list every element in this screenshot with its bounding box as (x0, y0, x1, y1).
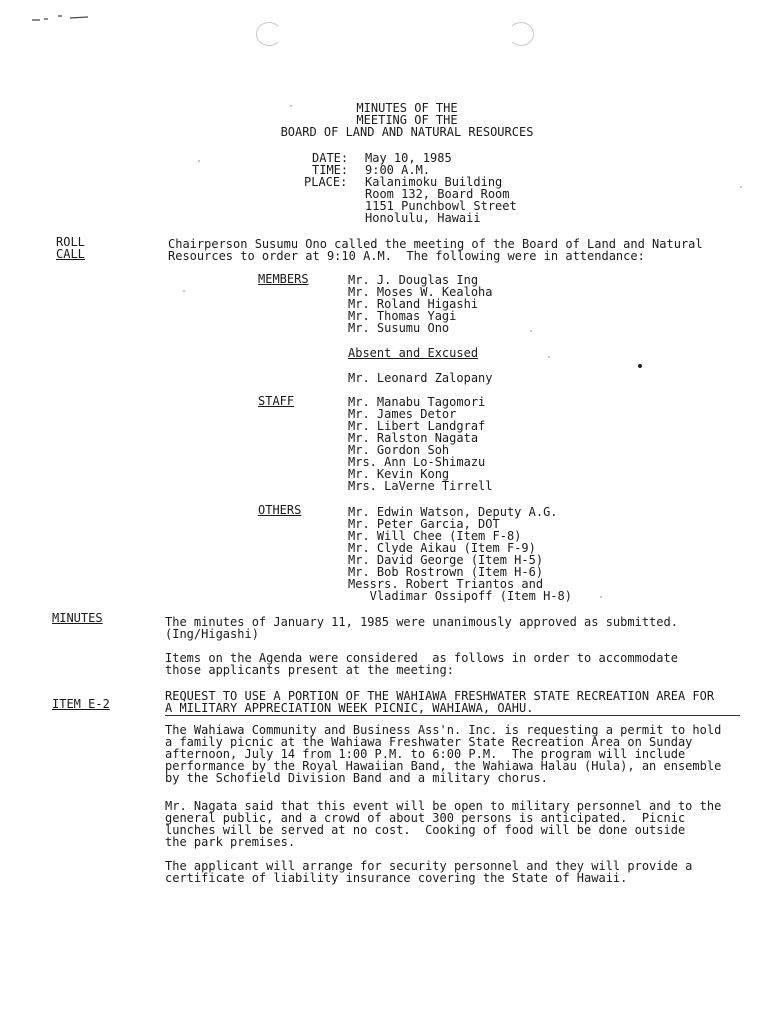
item-e2-para3-line: certificate of liability insurance covering the State of Hawaii. (165, 871, 628, 885)
roll-call-label-1: ROLL (56, 235, 85, 249)
staff-name: Mr. Manabu Tagomori (348, 395, 486, 409)
item-e2-para2-line: the park premises. (165, 835, 296, 849)
staff-name: Mr. Ralston Nagata (348, 431, 479, 445)
member-name: Mr. Thomas Yagi (348, 309, 457, 323)
minutes-text: (Ing/Higashi) (165, 627, 259, 641)
roll-call-label-2: CALL (56, 247, 85, 261)
other-name: Messrs. Robert Triantos and (348, 577, 544, 591)
minutes-text: The minutes of January 11, 1985 were unanimously approved as submitted. (165, 615, 678, 629)
item-e2-title-rule (165, 715, 740, 716)
staff-label: STAFF (258, 394, 295, 408)
roll-call-text: Resources to order at 9:10 A.M. The following were in attendance: (168, 249, 645, 263)
place-line: 1151 Punchbowl Street (365, 199, 517, 213)
item-e2-para2-line: Mr. Nagata said that this event will be open to military personnel and to the (165, 799, 722, 813)
others-label: OTHERS (258, 503, 302, 517)
item-e2-para1-line: afternoon, July 14 from 1:00 P.M. to 6:00 P.M. The program will include (165, 747, 686, 761)
speck (600, 596, 602, 598)
punch-hole-right-icon (508, 22, 534, 46)
other-name: Mr. Bob Rostrown (Item H-6) (348, 565, 544, 579)
agenda-text: Items on the Agenda were considered as follows in order to accommodate (165, 651, 678, 665)
absent-label: Absent and Excused (348, 346, 479, 360)
member-name: Mr. Moses W. Kealoha (348, 285, 493, 299)
ink-dot (638, 364, 642, 368)
item-e2-para1-line: a family picnic at the Wahiawa Freshwater State Recreation Area on Sunday (165, 735, 693, 749)
staff-name: Mr. Kevin Kong (348, 467, 450, 481)
place-line: Honolulu, Hawaii (365, 211, 481, 225)
other-name: Vladimar Ossipoff (Item H-8) (348, 589, 572, 603)
roll-call-text: Chairperson Susumu Ono called the meeting of the Board of Land and Natural (168, 237, 703, 251)
speck (740, 186, 742, 188)
staff-name: Mr. Libert Landgraf (348, 419, 486, 433)
members-label: MEMBERS (258, 272, 309, 286)
speck (530, 330, 532, 332)
item-e2-para1-line: performance by the Royal Hawaiian Band, the Wahiawa Halau (Hula), an ensemble (165, 759, 722, 773)
speck (183, 290, 185, 292)
item-e2-para2-line: lunches will be served at no cost. Cooking of food will be done outside (165, 823, 686, 837)
date-label: DATE: (312, 151, 349, 165)
absent-name: Mr. Leonard Zalopany (348, 371, 493, 385)
other-name: Mr. David George (Item H-5) (348, 553, 544, 567)
other-name: Mr. Edwin Watson, Deputy A.G. (348, 505, 558, 519)
agenda-text: those applicants present at the meeting: (165, 663, 454, 677)
other-name: Mr. Peter Garcia, DOT (348, 517, 500, 531)
member-name: Mr. Susumu Ono (348, 321, 450, 335)
member-name: Mr. Roland Higashi (348, 297, 479, 311)
item-e2-title: A MILITARY APPRECIATION WEEK PICNIC, WAHIAWA, OAHU. (165, 701, 534, 715)
minutes-label: MINUTES (52, 611, 103, 625)
item-e2-para3-line: The applicant will arrange for security personnel and they will provide a (165, 859, 693, 873)
time-label: TIME: (312, 163, 349, 177)
staff-name: Mrs. LaVerne Tirrell (348, 479, 493, 493)
place-line: Kalanimoku Building (365, 175, 503, 189)
item-e2-label: ITEM E-2 (52, 697, 110, 711)
doc-title-line-2: MEETING OF THE (356, 113, 458, 127)
item-e2-title: REQUEST TO USE A PORTION OF THE WAHIAWA FRESHWATER STATE RECREATION AREA FOR (165, 689, 715, 703)
place-label: PLACE: (304, 175, 348, 189)
staff-name: Mrs. Ann Lo-Shimazu (348, 455, 486, 469)
speck (198, 160, 200, 162)
doc-title-line-3: BOARD OF LAND AND NATURAL RESOURCES (280, 125, 534, 139)
other-name: Mr. Clyde Aikau (Item F-9) (348, 541, 536, 555)
item-e2-para1-line: by the Schofield Division Band and a military chorus. (165, 771, 548, 785)
time-value: 9:00 A.M. (365, 163, 431, 177)
speck (548, 356, 550, 358)
item-e2-para1-line: The Wahiawa Community and Business Ass'n. Inc. is requesting a permit to hold (165, 723, 722, 737)
punch-hole-left-icon (256, 22, 282, 46)
place-line: Room 132, Board Room (365, 187, 510, 201)
date-value: May 10, 1985 (365, 151, 452, 165)
scan-mark-icon (30, 14, 90, 22)
other-name: Mr. Will Chee (Item F-8) (348, 529, 522, 543)
staff-name: Mr. James Detor (348, 407, 457, 421)
member-name: Mr. J. Douglas Ing (348, 273, 479, 287)
staff-name: Mr. Gordon Soh (348, 443, 450, 457)
item-e2-para2-line: general public, and a crowd of about 300 persons is anticipated. Picnic (165, 811, 686, 825)
doc-title-line-1: MINUTES OF THE (356, 101, 458, 115)
